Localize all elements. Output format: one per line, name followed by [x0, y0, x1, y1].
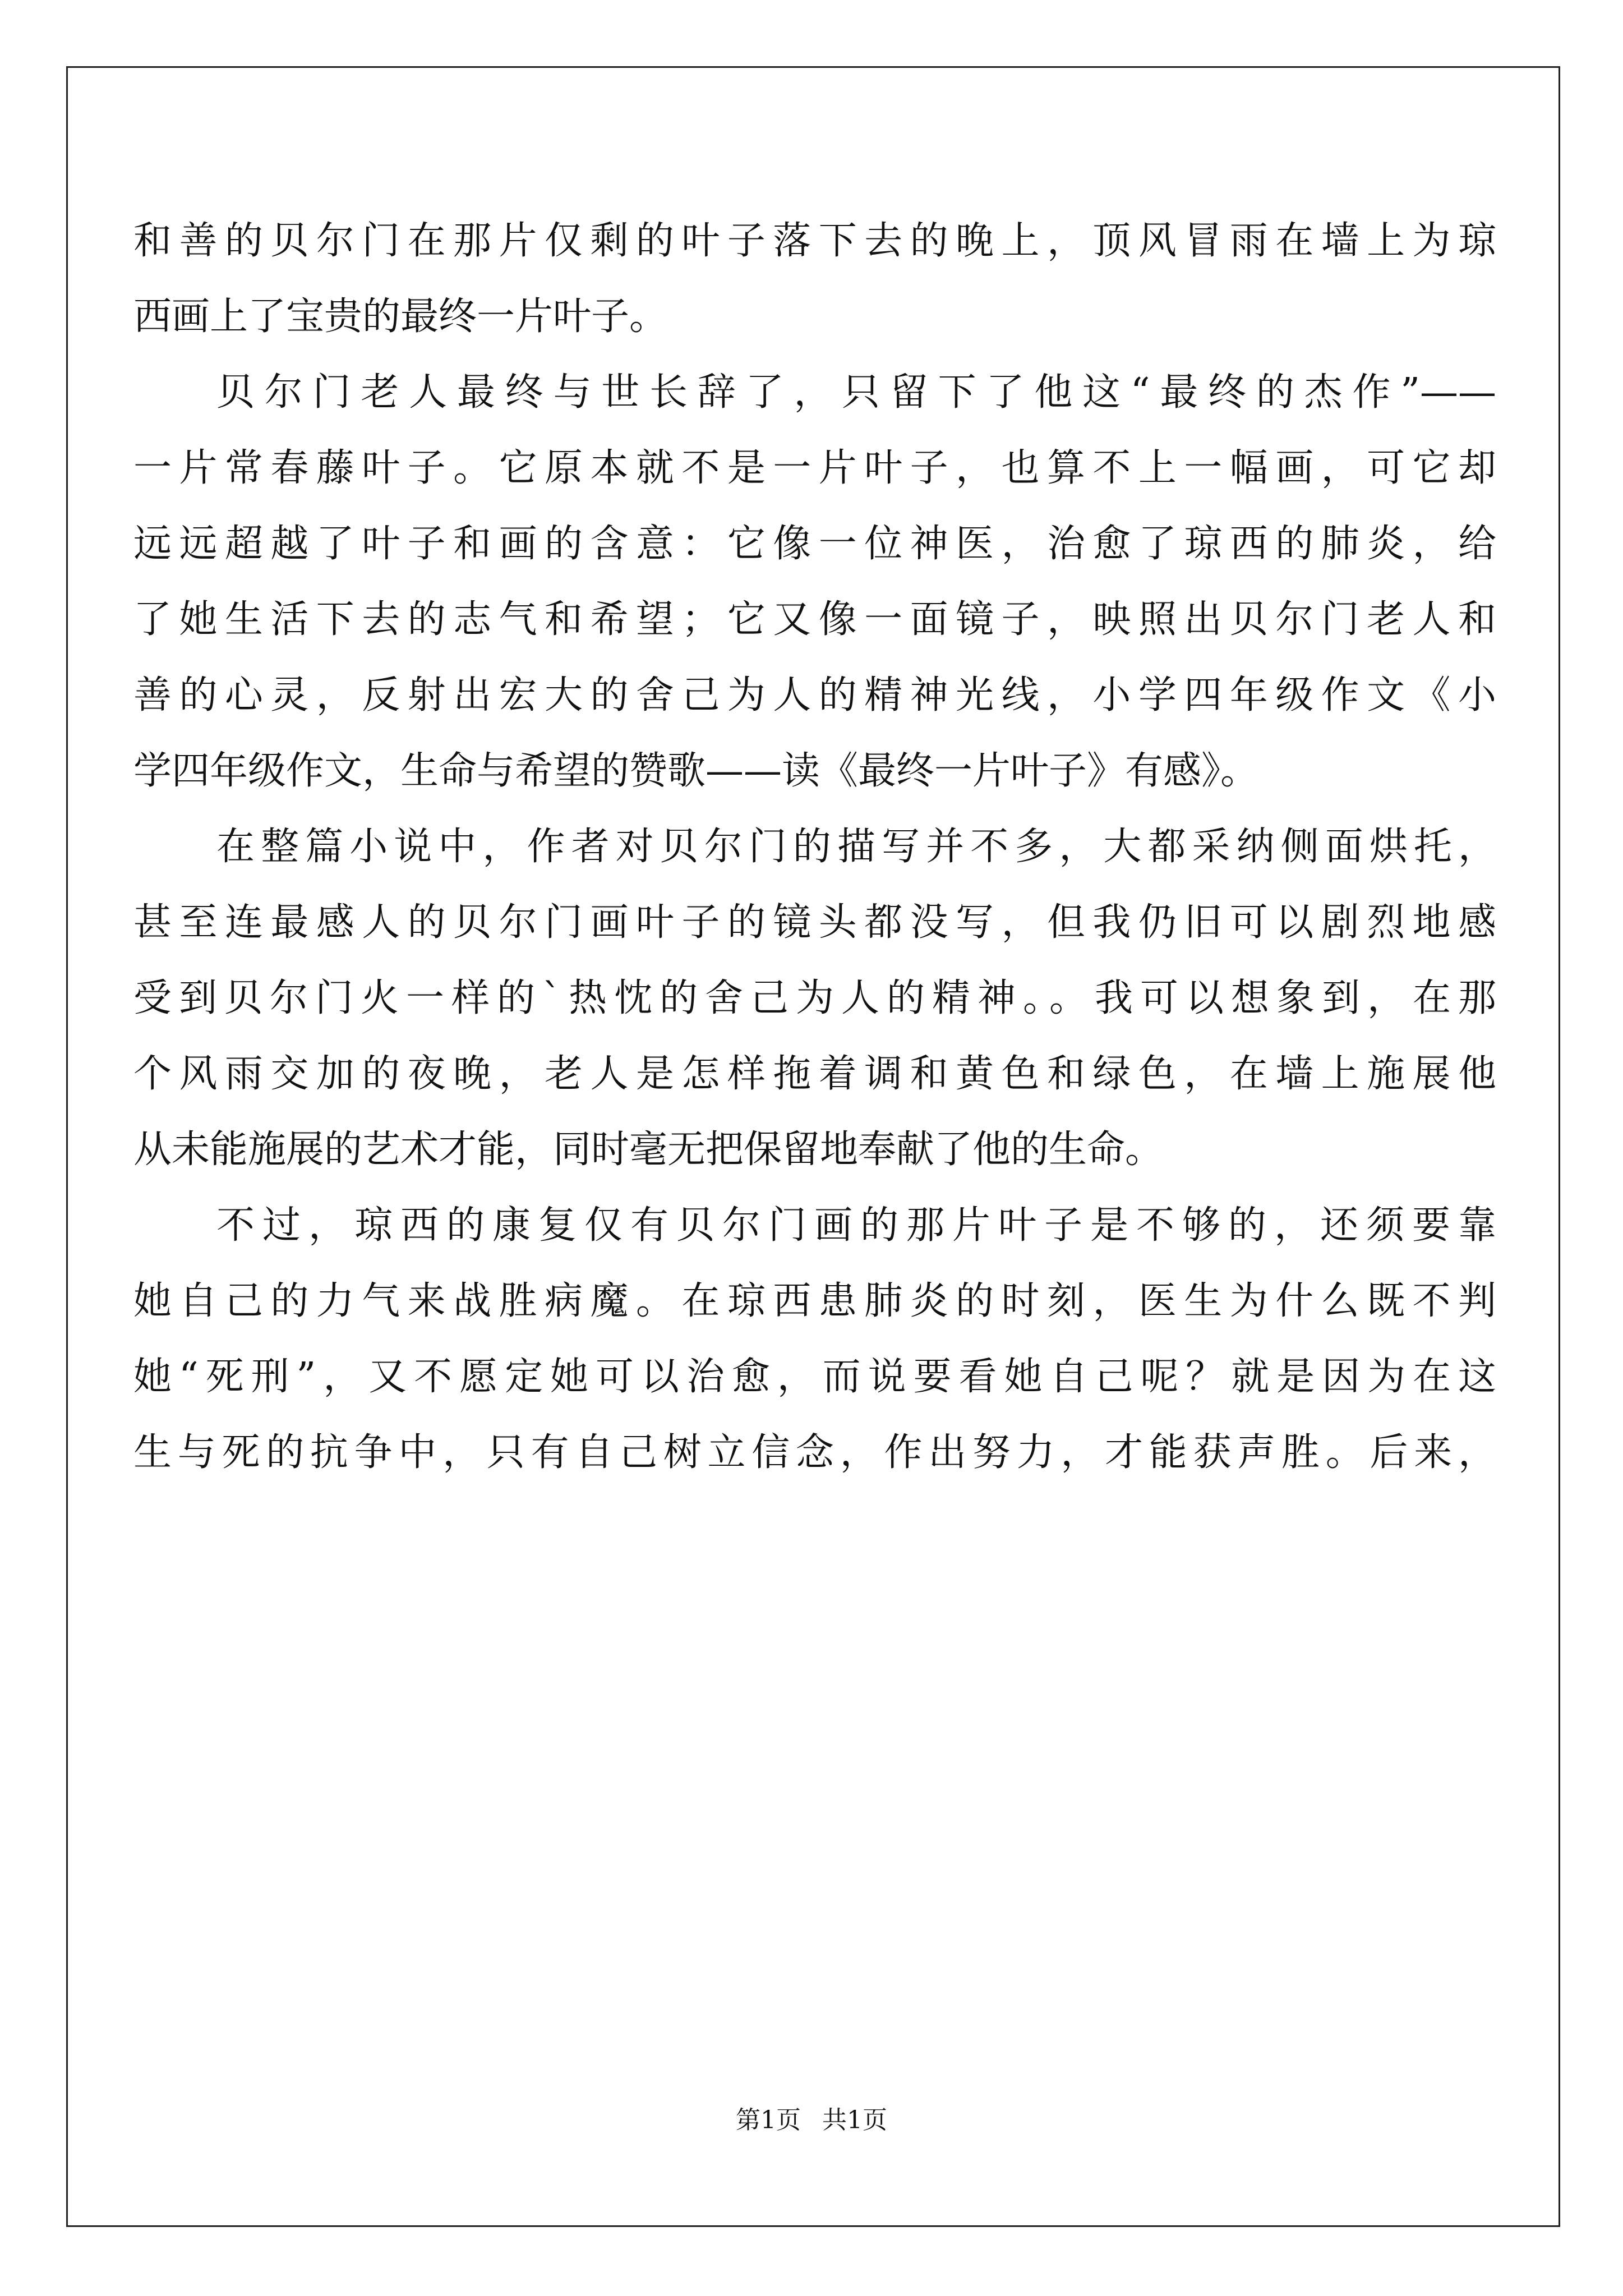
text-line-16: 她“死刑”，又不愿定她可以治愈，而说要看她自己呢？就是因为在这 [133, 1355, 1496, 1399]
text-line-17: 生与死的抗争中，只有自己树立信念，作出努力，才能获声胜。后来， [133, 1430, 1496, 1475]
page-total: 共1页 [822, 2106, 887, 2134]
text-line-4: 一片常春藤叶子。它原本就不是一片叶子，也算不上一幅画，可它却 [133, 446, 1496, 490]
text-line-7: 善的心灵，反射出宏大的舍己为人的精神光线，小学四年级作文《小 [133, 673, 1496, 717]
text-line-8: 学四年级作文，生命与希望的赞歌——读《最终一片叶子》有感》。 [133, 749, 1259, 793]
text-line-15: 她自己的力气来战胜病魔。在琼西患肺炎的时刻，医生为什么既不判 [133, 1279, 1496, 1323]
text-line-11: 受到贝尔门火一样的`热忱的舍己为人的精神。。我可以想象到，在那 [133, 976, 1496, 1020]
text-line-1: 和善的贝尔门在那片仅剩的叶子落下去的晚上，顶风冒雨在墙上为琼 [133, 219, 1496, 263]
text-line-14: 不过，琼西的康复仅有贝尔门画的那片叶子是不够的，还须要靠 [216, 1203, 1496, 1248]
text-line-12: 个风雨交加的夜晚，老人是怎样拖着调和黄色和绿色，在墙上施展他 [133, 1052, 1496, 1096]
text-line-6: 了她生活下去的志气和希望；它又像一面镜子，映照出贝尔门老人和 [133, 597, 1496, 642]
page-number: 第1页 [736, 2106, 801, 2134]
text-line-5: 远远超越了叶子和画的含意：它像一位神医，治愈了琼西的肺炎，给 [133, 522, 1496, 566]
page-footer [0, 2104, 1623, 2137]
text-line-13: 从未能施展的艺术才能，同时毫无把保留地奉献了他的生命。 [133, 1128, 1164, 1172]
text-line-10: 甚至连最感人的贝尔门画叶子的镜头都没写，但我仍旧可以剧烈地感 [133, 900, 1496, 945]
text-line-3: 贝尔门老人最终与世长辞了，只留下了他这“最终的杰作”—— [216, 370, 1496, 415]
text-line-9: 在整篇小说中，作者对贝尔门的描写并不多，大都采纳侧面烘托， [216, 825, 1496, 869]
text-line-2: 西画上了宝贵的最终一片叶子。 [133, 295, 668, 339]
